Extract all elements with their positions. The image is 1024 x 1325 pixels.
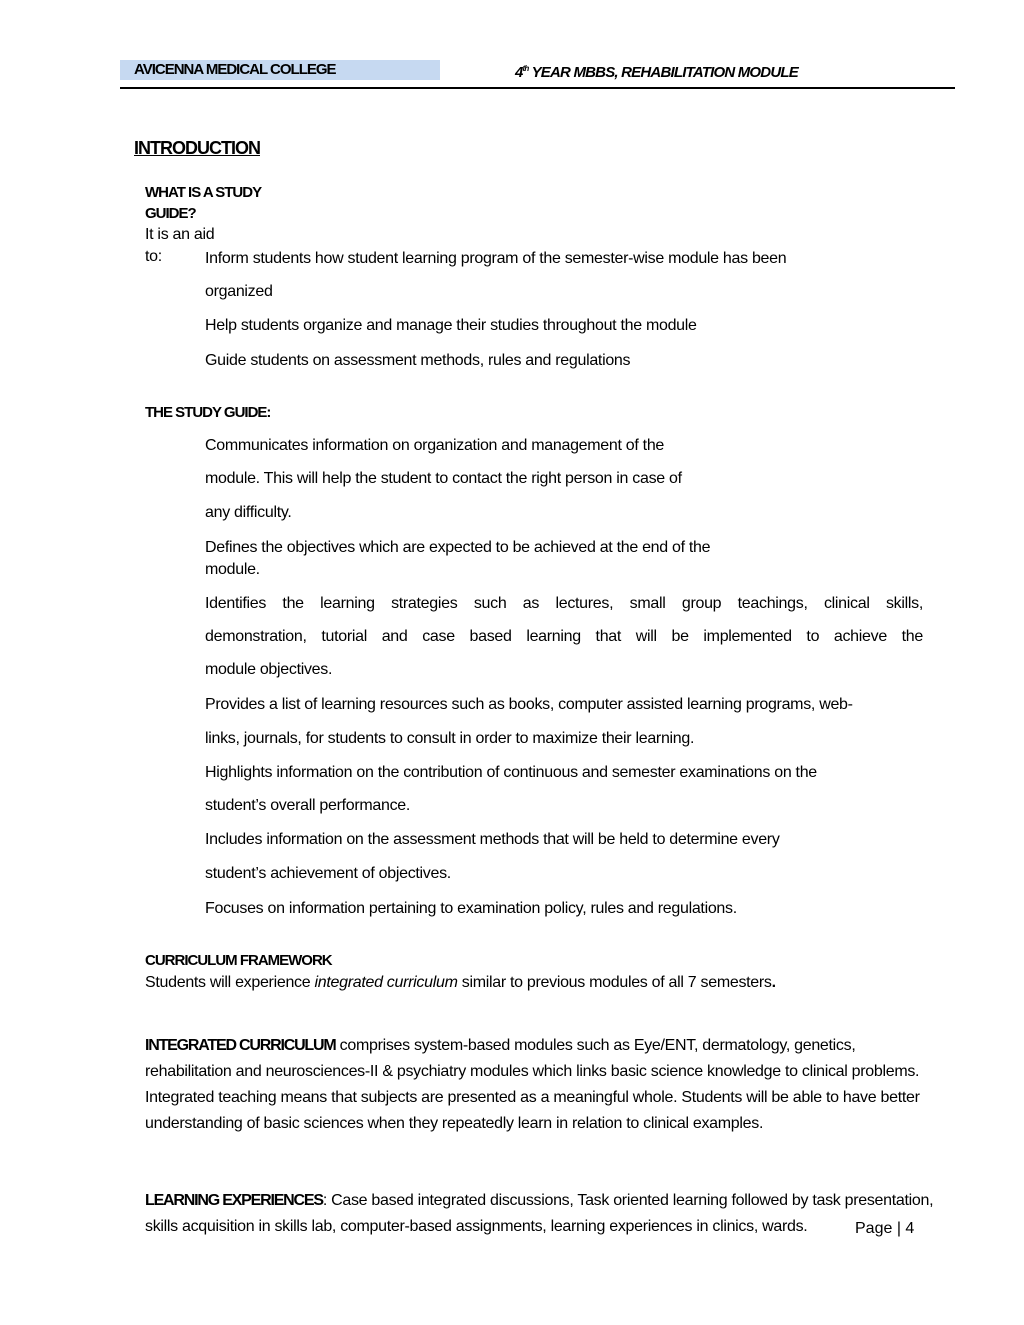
curriculum-text: Students will experience integrated curriculum similar to previous modules of all 7 semesters. xyxy=(145,974,776,991)
guide-line: student’s achievement of objectives. xyxy=(205,865,451,882)
aid-label-line1: It is an aid xyxy=(145,226,215,243)
guide-line: Identifies the learning strategies such as lectures, small group teachings, clinical skills, xyxy=(205,595,923,612)
guide-line: Includes information on the assessment methods that will be held to determine every xyxy=(205,831,780,848)
what-heading-line2: GUIDE? xyxy=(145,205,196,222)
aim-line: Guide students on assessment methods, rules and regulations xyxy=(205,352,631,369)
guide-line: Defines the objectives which are expected to be achieved at the end of the xyxy=(205,539,711,556)
aim-line: organized xyxy=(205,283,273,300)
guide-line: module. xyxy=(205,561,260,578)
guide-line: module objectives. xyxy=(205,661,333,678)
guide-line: Communicates information on organization and management of the xyxy=(205,437,665,454)
learning-experiences-paragraph: LEARNING EXPERIENCES: Case based integrated discussions, Task oriented learning followed by task presentation, skills acquisition in skills lab, computer-based assignments, learning experiences in clinics, wards. xyxy=(145,1192,934,1235)
study-guide-heading: THE STUDY GUIDE: xyxy=(145,404,271,421)
guide-line: any difficulty. xyxy=(205,504,292,521)
aim-line: Inform students how student learning program of the semester-wise module has been xyxy=(205,250,787,267)
section-title: INTRODUCTION xyxy=(134,138,260,158)
header-divider xyxy=(120,87,955,89)
guide-line: Provides a list of learning resources such as books, computer assisted learning programs, web- xyxy=(205,696,853,713)
aim-line: Help students organize and manage their studies throughout the module xyxy=(205,317,697,334)
integrated-curriculum-paragraph: INTEGRATED CURRICULUM comprises system-based modules such as Eye/ENT, dermatology, genetics, rehabilitation and neurosciences-II & psychiatry modules which links basic science knowledge to clinical problems. Integrated teaching means that subjects are presented as a meaningful whole. Students will be able to have better understanding of basic sciences when they repeatedly learn in relation to clinical examples. xyxy=(145,1037,920,1132)
curriculum-heading: CURRICULUM FRAMEWORK xyxy=(145,952,332,969)
guide-line: student’s overall performance. xyxy=(205,797,411,814)
guide-line: Highlights information on the contribution of continuous and semester examinations on the xyxy=(205,764,817,781)
what-heading-line1: WHAT IS A STUDY xyxy=(145,184,262,201)
page-number: Page | 4 xyxy=(855,1220,915,1237)
guide-line: links, journals, for students to consult in order to maximize their learning. xyxy=(205,730,695,747)
module-title: 4th YEAR MBBS, REHABILITATION MODULE xyxy=(515,64,798,81)
guide-line: Focuses on information pertaining to examination policy, rules and regulations. xyxy=(205,900,737,917)
guide-line: module. This will help the student to contact the right person in case of xyxy=(205,470,682,487)
college-name: AVICENNA MEDICAL COLLEGE xyxy=(120,60,440,80)
aid-label-line2: to: xyxy=(145,248,162,265)
guide-line: demonstration, tutorial and case based learning that will be implemented to achieve the xyxy=(205,628,923,645)
